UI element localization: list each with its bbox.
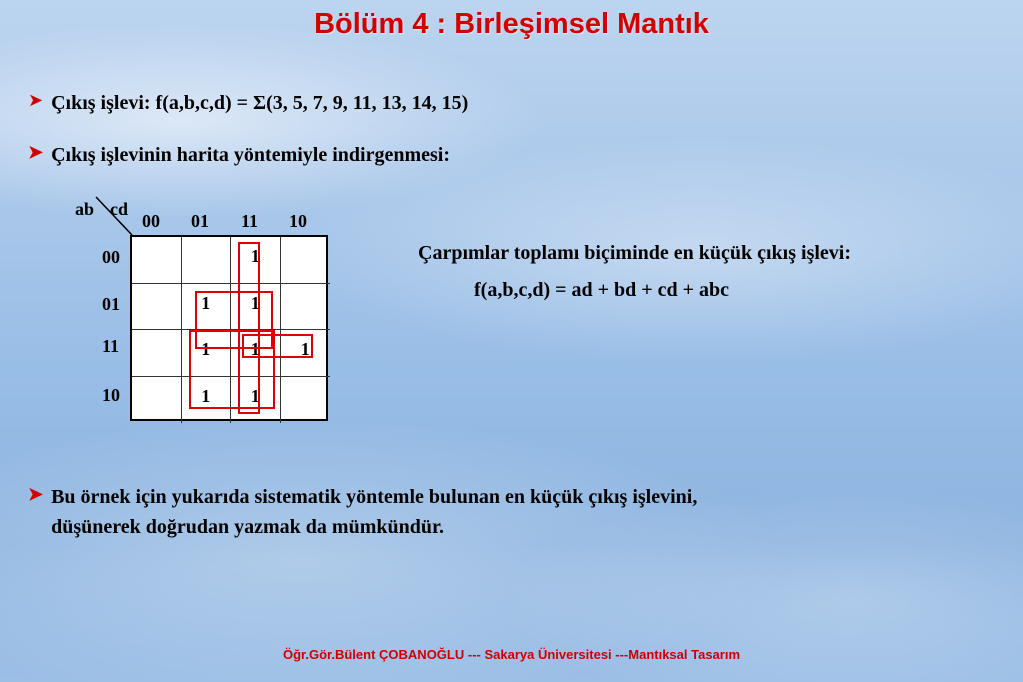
kmap-row-label: 10 (102, 385, 120, 405)
kmap-col-label: 10 (289, 211, 307, 231)
slide-title: Bölüm 4 : Birleşimsel Mantık (314, 8, 709, 40)
karnaugh-map (60, 195, 360, 435)
bullet-text-line: düşünerek doğrudan yazmak da mümkündür. (51, 516, 445, 538)
kmap-cell: 1 (182, 284, 232, 331)
kmap-col-variable: cd (110, 199, 128, 219)
kmap-cell: 1 (182, 330, 232, 377)
kmap-row-label: 11 (102, 336, 120, 356)
kmap-cell: 1 (231, 330, 281, 377)
bullet-text: Çıkış işlevinin harita yöntemiyle indirgenmesi: (51, 144, 450, 166)
bullet-direct-writing (28, 482, 697, 542)
kmap-col-label: 11 (241, 211, 259, 231)
kmap-cell: 1 (182, 377, 232, 424)
kmap-cell: 1 (231, 377, 281, 424)
bullet-output-function (28, 88, 468, 118)
kmap-cell: 1 (231, 284, 281, 331)
kmap-cell: 1 (231, 237, 281, 284)
kmap-group-loops (60, 195, 360, 435)
bullet-map-reduction (28, 140, 450, 170)
bullet-arrow-icon: ➤ (28, 90, 44, 110)
loop-cd-column (239, 243, 259, 413)
bullet-arrow-icon: ➤ (28, 484, 44, 504)
bullet-text-block (51, 482, 697, 542)
kmap-row-label: 00 (102, 247, 120, 267)
bullet-text: Çıkış işlevi: f(a,b,c,d) = Σ(3, 5, 7, 9, 11, 13, 14, 15) (51, 92, 469, 114)
slide-footer: Öğr.Gör.Bülent ÇOBANOĞLU --- Sakarya Üniversitesi ---Mantıksal Tasarım (282, 647, 741, 662)
loop-ad-square (190, 331, 274, 408)
result-heading: Çarpımlar toplamı biçiminde en küçük çıkış işlevi: (418, 242, 851, 264)
kmap-row-label: 01 (102, 294, 120, 314)
bullet-arrow-icon: ➤ (28, 142, 44, 162)
kmap-cell: 1 (281, 330, 331, 377)
bullet-text-line: Bu örnek için yukarıda sistematik yöntemle bulunan en küçük çıkış işlevini, (51, 486, 698, 508)
result-formula: f(a,b,c,d) = ad + bd + cd + abc (474, 279, 730, 301)
loop-abc-pair (243, 335, 312, 357)
kmap-col-label: 01 (191, 211, 209, 231)
kmap-row-variable: ab (75, 199, 95, 219)
loop-bd-square (196, 292, 272, 348)
kmap-col-label: 00 (142, 211, 160, 231)
